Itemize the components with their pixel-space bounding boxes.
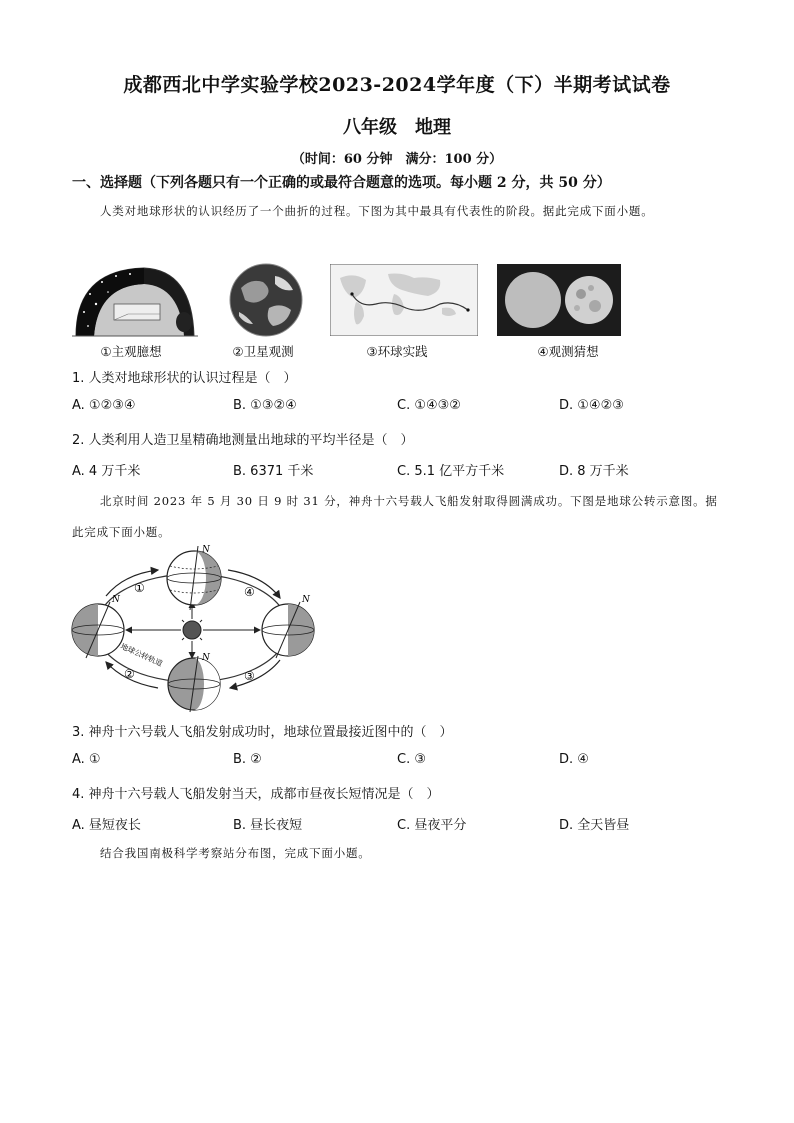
- marker-4: ④: [244, 585, 255, 599]
- exam-title: 成都西北中学实验学校2023-2024学年度（下）半期考试试卷: [123, 74, 671, 96]
- figure1-caption-2: ②卫星观测: [232, 344, 294, 359]
- figure1-caption-1: ①主观臆想: [100, 344, 162, 359]
- question-1-option-c[interactable]: C. ①④③②: [397, 398, 461, 413]
- exam-time-info: （时间：60 分钟 满分：100 分）: [291, 152, 503, 167]
- exam-subtitle: 八年级 地理: [343, 117, 451, 138]
- question-3-option-c[interactable]: C. ③: [397, 752, 426, 767]
- world-voyage-map: [330, 264, 478, 336]
- figure1-caption-3: ③环球实践: [366, 344, 428, 359]
- earth-position-right: [262, 602, 314, 658]
- pole-label-right: N: [302, 595, 310, 605]
- orbit-arrow-1: [106, 570, 158, 596]
- sun-moon-observation-image: [497, 264, 621, 336]
- marker-3: ③: [244, 669, 255, 683]
- question-3-stem: 3. 神舟十六号载人飞船发射成功时，地球位置最接近图中的（ ）: [72, 725, 453, 740]
- question-4-option-b[interactable]: B. 昼长夜短: [233, 818, 303, 833]
- pole-label-bottom: N: [202, 653, 210, 663]
- orbit-label: 地球公转轨道: [119, 641, 164, 669]
- figure1-caption-4: ④观测猜想: [537, 344, 599, 359]
- question-4-option-d[interactable]: D. 全天皆昼: [559, 818, 630, 833]
- earth-position-bottom: [168, 656, 220, 712]
- question-2-stem: 2. 人类利用人造卫星精确地测量出地球的平均半径是（ ）: [72, 433, 414, 448]
- dome-sky-illustration: [72, 264, 198, 340]
- question-2-option-a[interactable]: A. 4 万千米: [72, 464, 141, 479]
- question-3-option-b[interactable]: B. ②: [233, 752, 262, 767]
- question-3-option-a[interactable]: A. ①: [72, 752, 101, 767]
- question-2-option-d[interactable]: D. 8 万千米: [559, 464, 629, 479]
- orbit-arrow-3: [230, 660, 280, 688]
- question-4-option-a[interactable]: A. 昼短夜长: [72, 818, 141, 833]
- question-1-option-d[interactable]: D. ①④②③: [559, 398, 624, 413]
- marker-2: ②: [124, 667, 135, 681]
- earth-position-top: [167, 546, 221, 610]
- question-2-option-b[interactable]: B. 6371 千米: [233, 464, 314, 479]
- pole-label-top: N: [202, 545, 210, 555]
- earth-position-left: [72, 602, 124, 658]
- marker-1: ①: [134, 581, 145, 595]
- question-4-option-c[interactable]: C. 昼夜平分: [397, 818, 467, 833]
- intro-paragraph-2: 北京时间 2023 年 5 月 30 日 9 时 31 分，神舟十六号载人飞船发射取得圆满成功。下图是地球公转示意图。据此完成下面小题。: [72, 494, 718, 539]
- question-1-option-b[interactable]: B. ①③②④: [233, 398, 297, 413]
- sun-icon: [183, 621, 201, 639]
- question-2-option-c[interactable]: C. 5.1 亿平方千米: [397, 464, 505, 479]
- question-3-option-d[interactable]: D. ④: [559, 752, 589, 767]
- earth-revolution-diagram: [68, 544, 324, 714]
- intro-paragraph-3: 结合我国南极科学考察站分布图，完成下面小题。: [100, 846, 371, 860]
- satellite-earth-image: [229, 262, 303, 338]
- question-1-option-a[interactable]: A. ①②③④: [72, 398, 136, 413]
- question-1-stem: 1. 人类对地球形状的认识过程是（ ）: [72, 371, 297, 386]
- intro-paragraph-1: 人类对地球形状的认识经历了一个曲折的过程。下图为其中最具有代表性的阶段。据此完成下面小题。: [100, 204, 654, 218]
- question-4-stem: 4. 神舟十六号载人飞船发射当天，成都市昼夜长短情况是（ ）: [72, 787, 440, 802]
- section-heading: 一、选择题（下列各题只有一个正确的或最符合题意的选项。每小题 2 分，共 50 分）: [72, 175, 611, 191]
- figure-earth-shape-stages: [72, 262, 732, 340]
- pole-label-left: N: [112, 595, 120, 605]
